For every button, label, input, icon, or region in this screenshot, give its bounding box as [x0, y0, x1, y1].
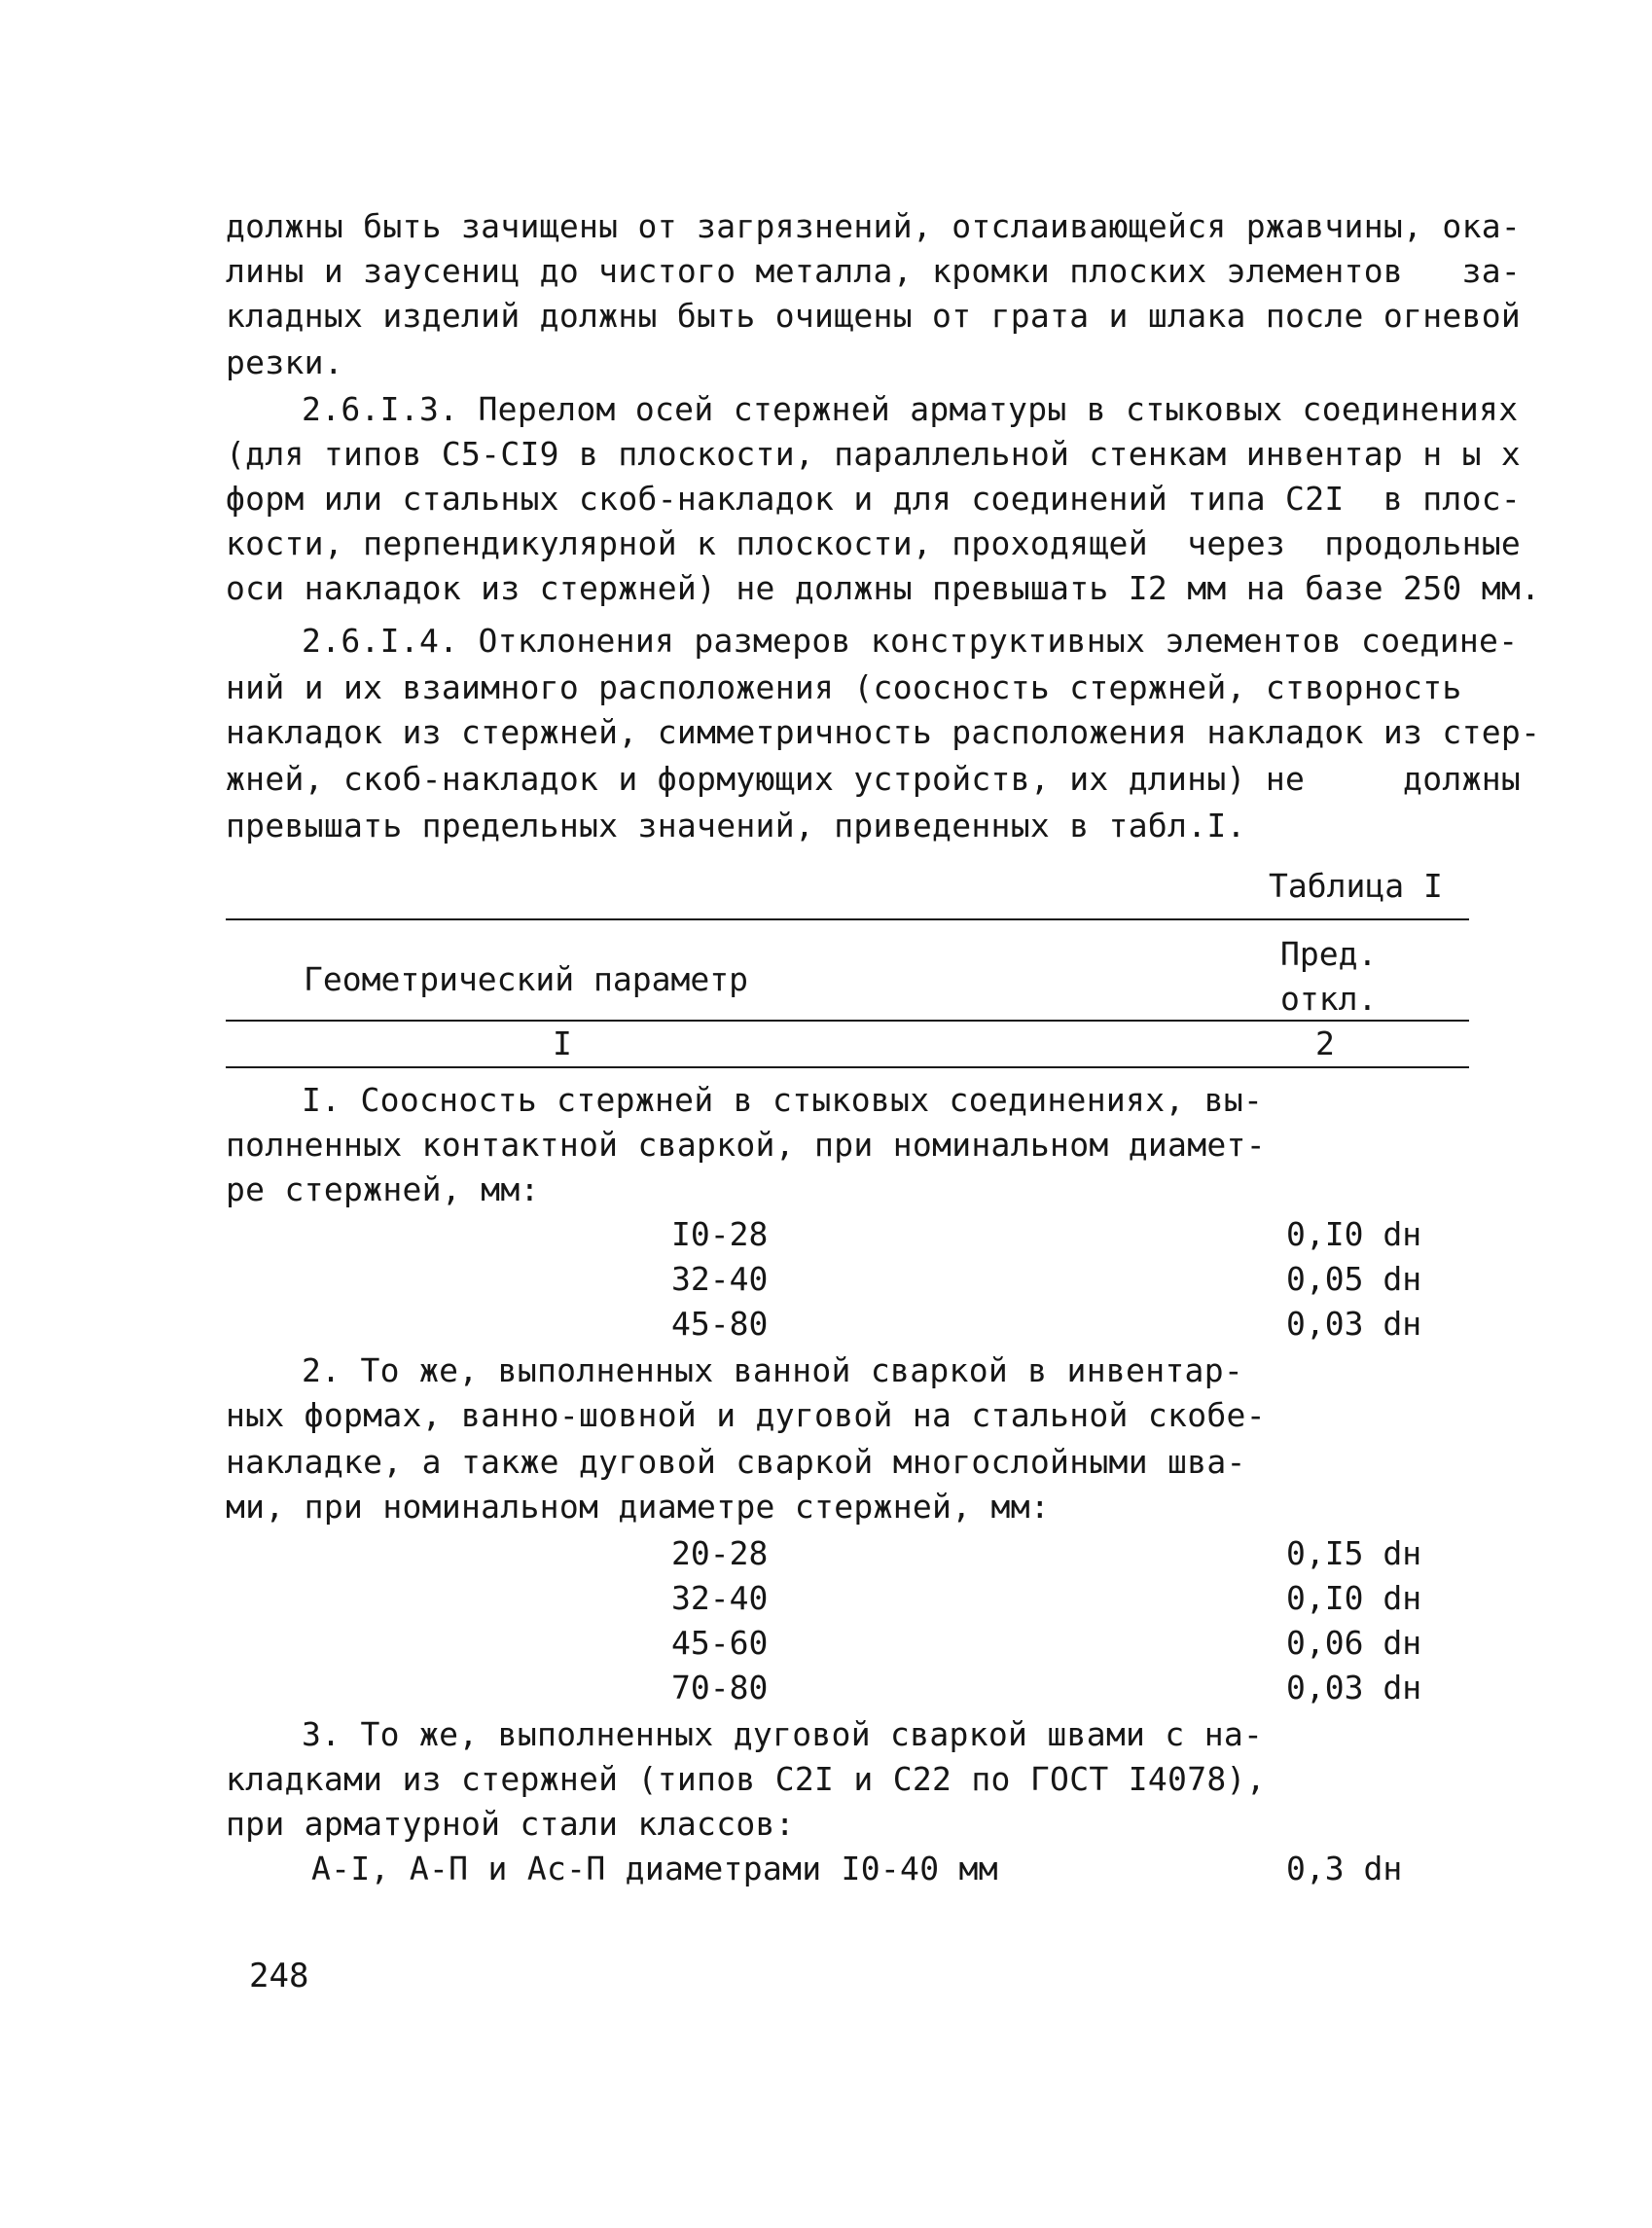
section-2-6-1-4-line: 2.6.I.4. Отклонения размеров конструктивных элементов соедине- [302, 622, 1519, 660]
table-group-text: накладке, а также дуговой сваркой многослойными шва- [226, 1443, 1246, 1481]
deviation-value: 0,I0 dн [1286, 1579, 1422, 1617]
section-2-6-1-4-line: жней, скоб-накладок и формующих устройств, их длины) не должны [226, 760, 1522, 798]
paragraph-line: кладных изделий должны быть очищены от грата и шлака после огневой [226, 297, 1522, 335]
section-2-6-1-3-line: оси накладок из стержней) не должны превышать I2 мм на базе 250 мм. [226, 569, 1541, 607]
deviation-value: 0,I5 dн [1286, 1534, 1422, 1572]
section-2-6-1-3-line: кости, перпендикулярной к плоскости, проходящей через продольные [226, 524, 1522, 562]
page-number: 248 [249, 1957, 309, 1995]
table-column-number: I [553, 1024, 572, 1062]
deviation-value: 0,03 dн [1286, 1669, 1422, 1707]
diameter-range: 45-60 [671, 1624, 769, 1662]
table-numbering-rule [226, 1066, 1469, 1068]
deviation-value: 0,06 dн [1286, 1624, 1422, 1662]
table-column-number: 2 [1315, 1024, 1335, 1062]
table-header-deviation: Пред. [1280, 935, 1378, 973]
section-2-6-1-3-line: (для типов С5-СI9 в плоскости, параллельной стенкам инвентар н ы х [226, 435, 1522, 473]
table-group-text: 3. То же, выполненных дуговой сваркой швами с на- [302, 1715, 1264, 1753]
table-caption: Таблица I [1269, 867, 1443, 905]
table-header-parameter: Геометрический параметр [304, 960, 748, 998]
section-2-6-1-4-line: ний и их взаимного расположения (соосность стержней, створность [226, 668, 1462, 706]
table-group-text: 2. То же, выполненных ванной сваркой в инвентар- [302, 1351, 1244, 1389]
table-group-text: ми, при номинальном диаметре стержней, мм: [226, 1488, 1051, 1526]
paragraph-line: должны быть зачищены от загрязнений, отслаивающейся ржавчины, ока- [226, 207, 1522, 245]
deviation-value: 0,05 dн [1286, 1260, 1422, 1298]
table-top-rule [226, 918, 1469, 920]
table-group-text: ных формах, ванно-шовной и дуговой на стальной скобе- [226, 1396, 1266, 1434]
deviation-value: 0,03 dн [1286, 1305, 1422, 1343]
deviation-value: 0,I0 dн [1286, 1215, 1422, 1253]
table-group-text: ре стержней, мм: [226, 1170, 540, 1208]
diameter-range: 20-28 [671, 1534, 769, 1572]
section-2-6-1-4-line: превышать предельных значений, приведенных в табл.I. [226, 807, 1246, 844]
table-header-rule [226, 1020, 1469, 1022]
deviation-value: 0,3 dн [1286, 1850, 1403, 1887]
section-2-6-1-3-line: форм или стальных скоб-накладок и для соединений типа С2I в плос- [226, 480, 1522, 518]
diameter-range: I0-28 [671, 1215, 769, 1253]
paragraph-line: лины и заусениц до чистого металла, кромки плоских элементов за- [226, 252, 1522, 290]
paragraph-line: резки. [226, 343, 344, 381]
table-group-text: при арматурной стали классов: [226, 1805, 795, 1843]
table-group-text: полненных контактной сваркой, при номинальном диамет- [226, 1126, 1266, 1164]
diameter-range: 70-80 [671, 1669, 769, 1707]
steel-class-row-label: А-I, А-П и Ас-П диаметрами I0-40 мм [311, 1850, 998, 1887]
section-2-6-1-4-line: накладок из стержней, симметричность расположения накладок из стер- [226, 713, 1541, 751]
table-header-deviation: откл. [1280, 980, 1378, 1018]
diameter-range: 45-80 [671, 1305, 769, 1343]
diameter-range: 32-40 [671, 1579, 769, 1617]
table-group-text: I. Соосность стержней в стыковых соединениях, вы- [302, 1081, 1264, 1119]
table-group-text: кладками из стержней (типов С2I и С22 по ГОСТ I4078), [226, 1760, 1266, 1798]
section-2-6-1-3-line: 2.6.I.3. Перелом осей стержней арматуры в стыковых соединениях [302, 390, 1519, 428]
diameter-range: 32-40 [671, 1260, 769, 1298]
